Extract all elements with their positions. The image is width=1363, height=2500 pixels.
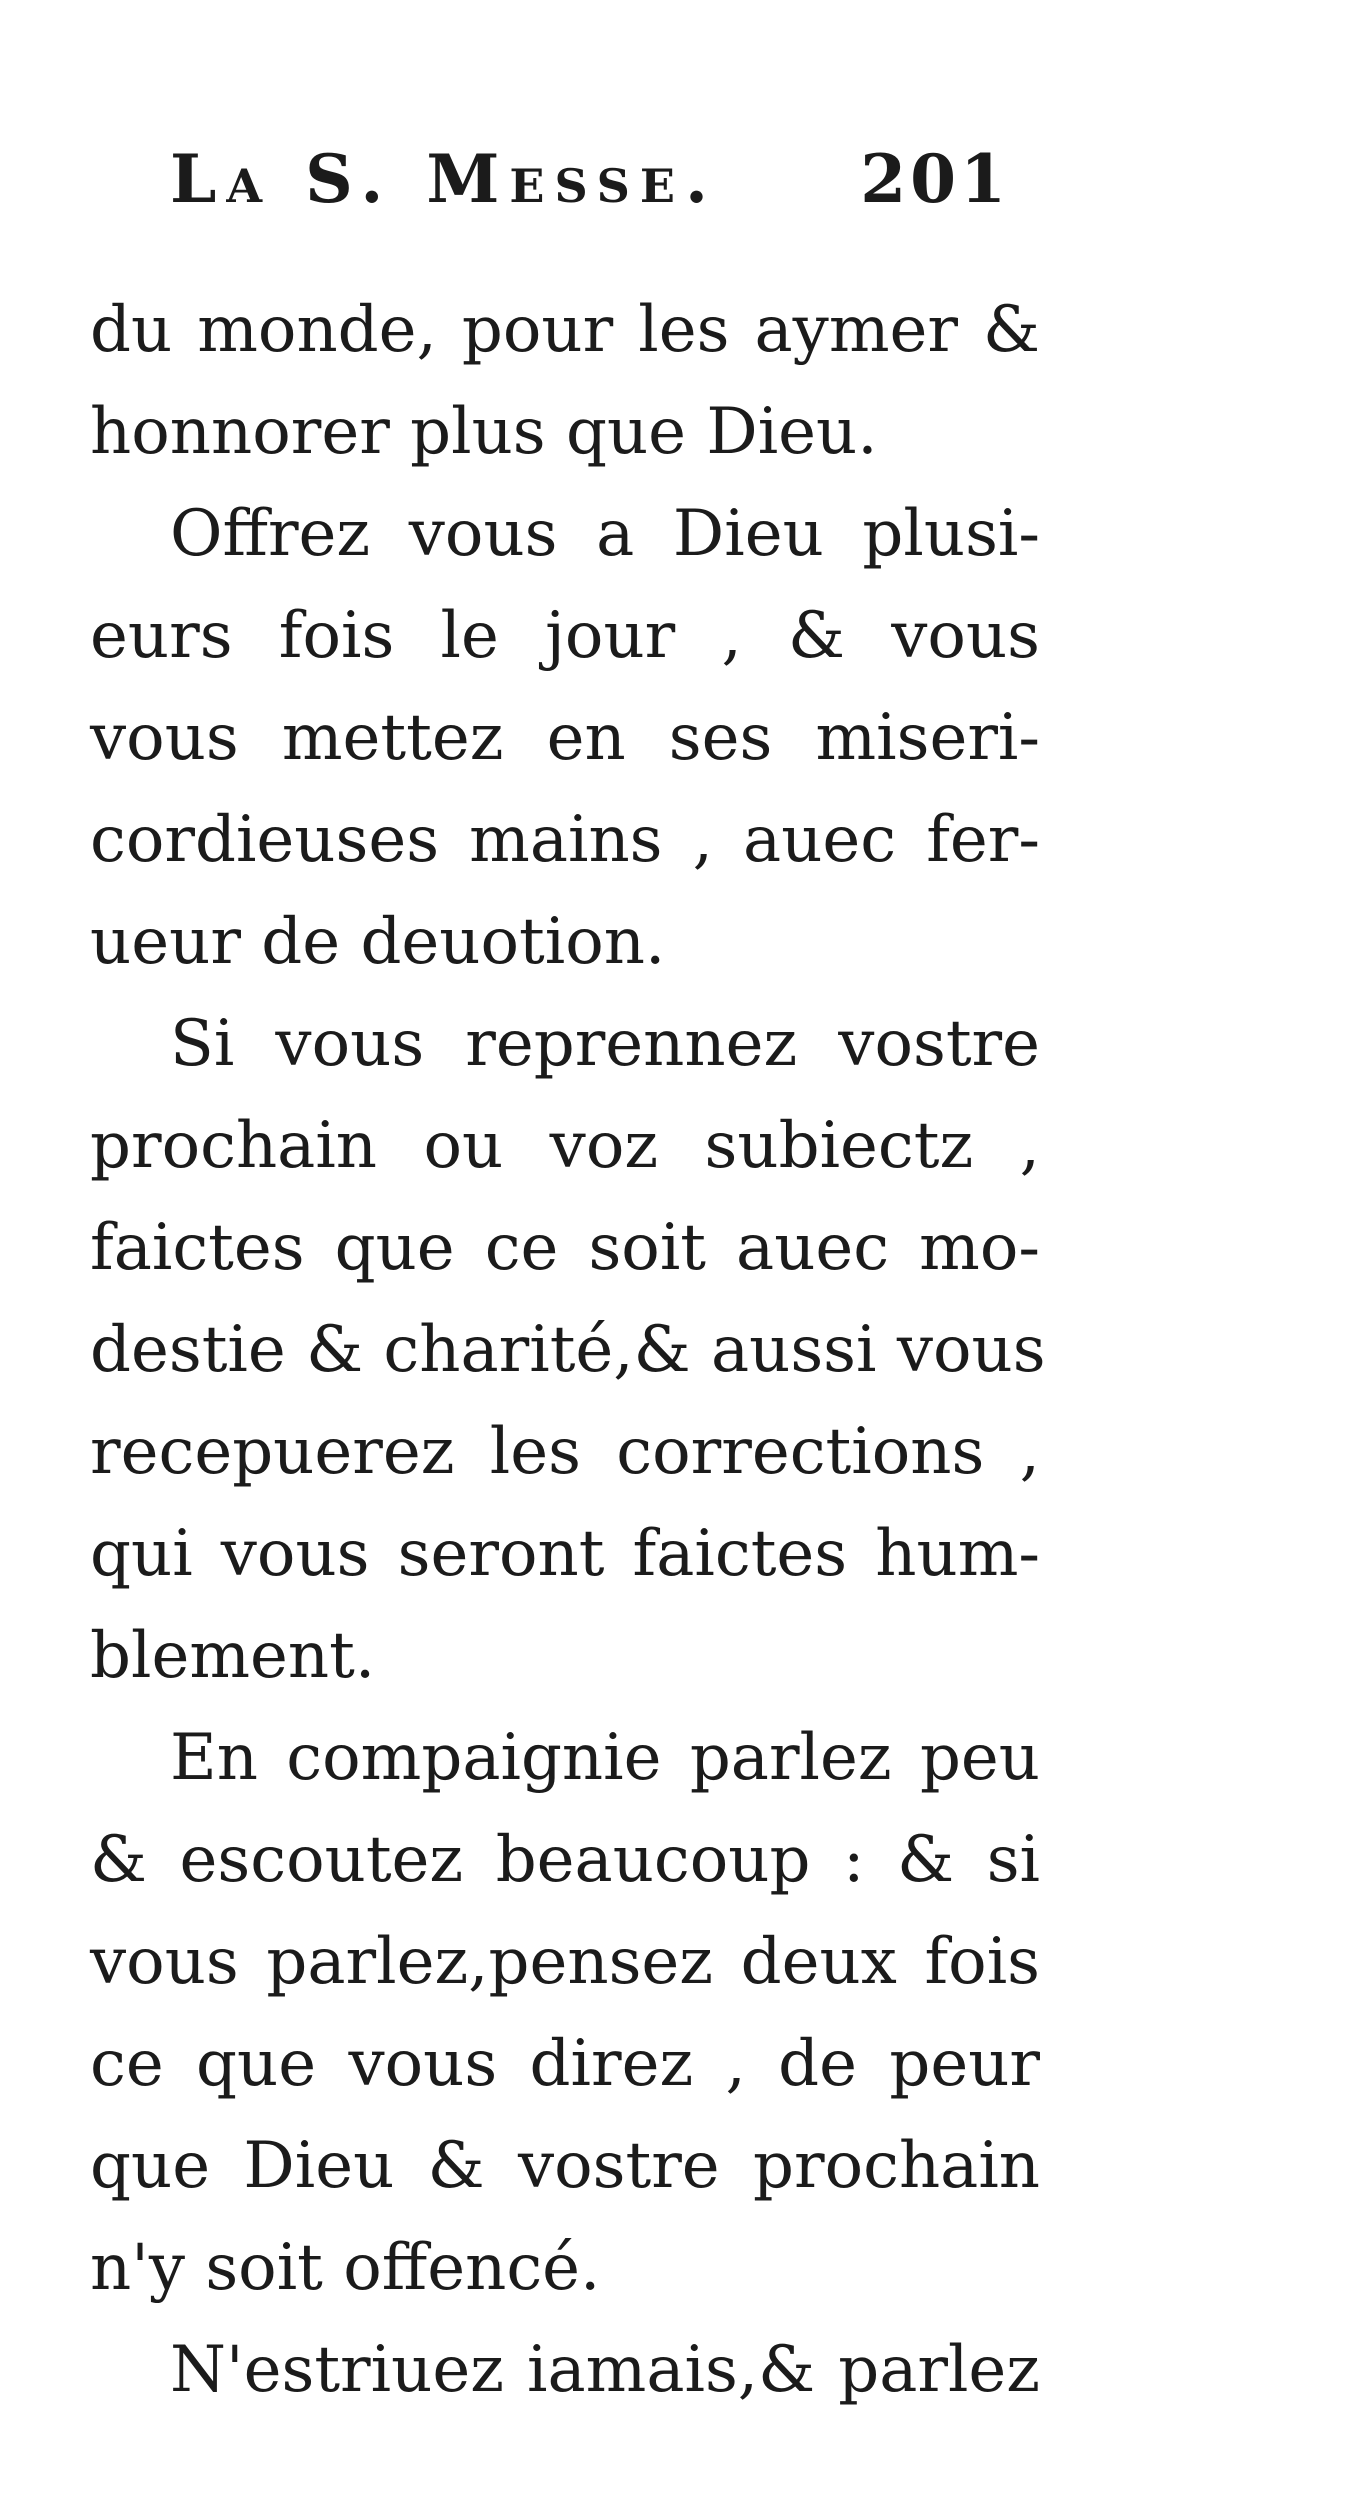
text-line: Offrez vous a Dieu plusi- [170, 497, 1040, 571]
text-line: eurs fois le jour , & vous [90, 599, 1040, 673]
text-line: n'y soit offencé. [90, 2231, 601, 2305]
text-line: vous mettez en ses miseri- [90, 701, 1040, 775]
text-line: cordieuses mains , auec fer- [90, 803, 1040, 877]
page-number: 201 [860, 140, 1010, 218]
text-line: destie & charité,& aussi vous [90, 1313, 1046, 1387]
text-line: Si vous reprennez vostre [170, 1007, 1040, 1081]
text-line: & escoutez beaucoup : & si [90, 1823, 1040, 1897]
text-line: N'estriuez iamais,& parlez [170, 2333, 1040, 2407]
text-line: qui vous seront faictes hum- [90, 1517, 1040, 1591]
text-line: vous parlez,pensez deux fois [90, 1925, 1040, 1999]
text-line: faictes que ce soit auec mo- [90, 1211, 1040, 1285]
text-line: honnorer plus que Dieu. [90, 395, 878, 469]
text-line: ce que vous direz , de peur [90, 2027, 1040, 2101]
text-line: blement. [90, 1619, 376, 1693]
text-line: du monde, pour les aymer & [90, 293, 1040, 367]
text-line: prochain ou voz subiectz , [90, 1109, 1040, 1183]
running-header [170, 140, 1010, 220]
text-line: recepuerez les corrections , [90, 1415, 1040, 1489]
text-line: ueur de deuotion. [90, 905, 666, 979]
text-line: que Dieu & vostre prochain [90, 2129, 1040, 2203]
running-title: La S. Messe. [170, 140, 718, 218]
text-line: En compaignie parlez peu [170, 1721, 1040, 1795]
